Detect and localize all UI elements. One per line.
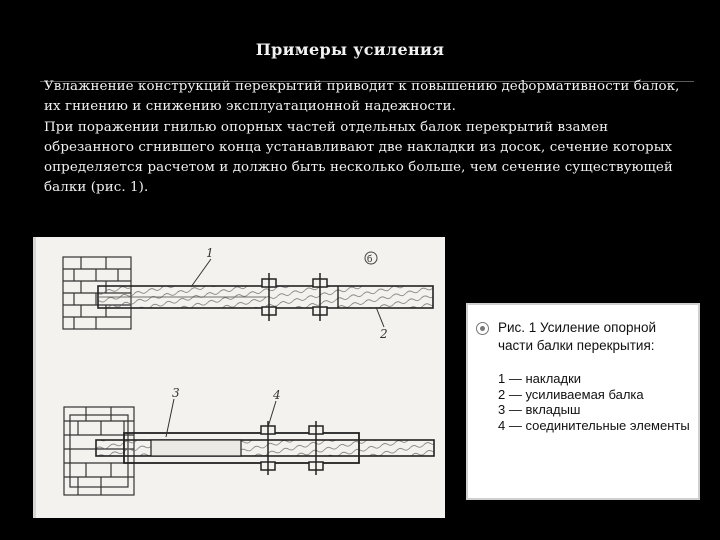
figure-mark: б [367, 255, 373, 265]
legend-item: 4 — соединительные элементы [498, 417, 690, 433]
lower-detail [64, 386, 434, 495]
upper-detail [63, 246, 433, 341]
insert-piece [151, 440, 241, 456]
beam-drawing [36, 237, 445, 518]
paragraph-moisture: Увлажнение конструкций перекрытий приводит к повышению деформативности балок, их гниению и снижению эксплуатационной надежности. [44, 79, 680, 115]
label-3: 3 [172, 386, 180, 400]
legend-item: 2 — усиливаемая балка [498, 386, 644, 402]
beam-lower [96, 440, 434, 456]
slide-title: Примеры усиления [255, 40, 445, 59]
legend-item: 3 — вкладыш [498, 402, 581, 417]
beam-reinforcement-figure [33, 237, 445, 518]
legend-item: 1 — накладки [498, 371, 582, 386]
figure-caption: Рис. 1 Усиление опорной части балки перекрытия: [498, 320, 656, 353]
caption-box [466, 303, 700, 500]
label-2-upper: 2 [380, 327, 388, 341]
figure-legend [498, 371, 694, 433]
bullet-circle-icon [476, 322, 489, 335]
label-1-upper: 1 [206, 246, 214, 260]
paragraph-rot-repair: При поражении гнилью опорных частей отдельных балок перекрытий взамен обрезанного сгнившего конца устанавливают две накладки из досок, сечение которых определяется расчетом и должно быть несколько больше, чем сечение существующей балки (рис. 1). [44, 119, 673, 196]
label-4: 4 [273, 388, 281, 402]
body-text [44, 77, 694, 199]
